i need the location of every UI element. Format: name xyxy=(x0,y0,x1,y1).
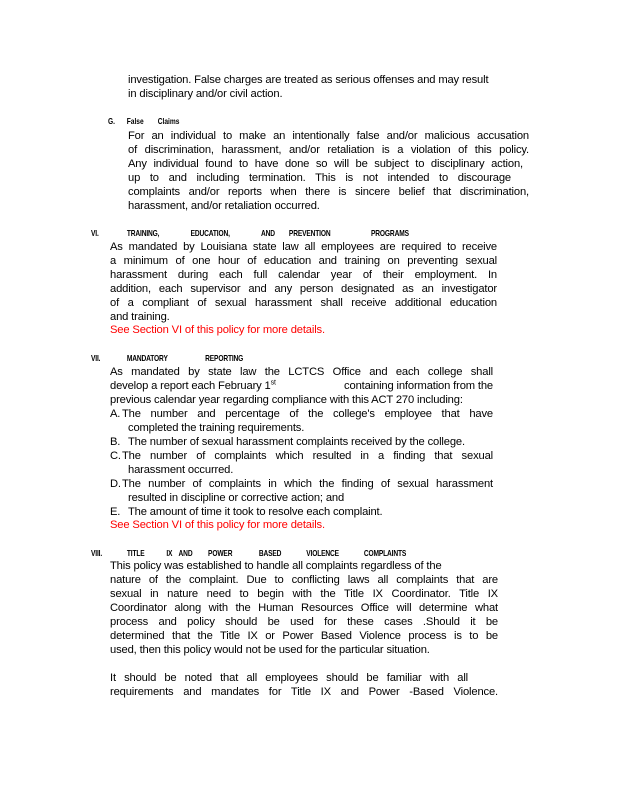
item-c-line: The number of complaints which resulted in a finding that sexual xyxy=(122,450,493,462)
section-g-title-word: Claims xyxy=(157,116,180,126)
item-d-line: The number of complaints in which the finding of sexual harassment xyxy=(122,478,493,490)
section-vi-line: addition, each supervisor and any person designated as an investigator xyxy=(110,283,497,295)
item-c-letter: C. xyxy=(110,450,121,462)
superscript: st xyxy=(270,379,276,387)
section-vi-heading xyxy=(91,227,431,239)
section-vi-numeral: VI. xyxy=(91,228,99,238)
section-vi-line: As mandated by Louisiana state law all employees are required to receive xyxy=(110,241,497,253)
heading-word: IX xyxy=(166,548,173,558)
section-vi-line: and training. xyxy=(110,311,170,323)
section-vii-numeral: VII. xyxy=(91,353,101,363)
heading-word: PREVENTION xyxy=(288,228,331,238)
heading-word: COMPLAINTS xyxy=(363,548,407,558)
section-viii-line: Coordinator along with the Human Resources Office will determine what xyxy=(110,602,498,614)
intro-line-2: in disciplinary and/or civil action. xyxy=(128,88,283,100)
section-viii-line: nature of the complaint. Due to conflicting laws all complaints that are xyxy=(110,574,498,586)
heading-word: VIOLENCE xyxy=(306,548,339,558)
item-d-line: resulted in discipline or corrective action; and xyxy=(128,492,345,504)
section-viii-heading xyxy=(91,547,428,559)
item-e-letter: E. xyxy=(110,506,121,518)
section-vi-line: harassment during each full calendar year of their employment. In xyxy=(110,269,497,281)
heading-word: PROGRAMS xyxy=(371,228,409,238)
section-g-line: Any individual found to have done so will be subject to disciplinary action, xyxy=(128,158,523,170)
section-viii-line: process and policy should be used for these cases .Should it be xyxy=(110,616,498,628)
section-viii-line: This policy was established to handle all complaints regardless of the xyxy=(110,560,442,572)
heading-word: MANDATORY xyxy=(126,353,168,363)
section-vi-line: a minimum of one hour of education and training on preventing sexual xyxy=(110,255,497,267)
item-d-letter: D. xyxy=(110,478,121,490)
item-b-line: The number of sexual harassment complaints received by the college. xyxy=(128,436,465,448)
section-viii-line: determined that the Title IX or Power Based Violence process is to be xyxy=(110,630,498,642)
section-g-heading xyxy=(108,115,194,127)
section-g-line: harassment, and/or retaliation occurred. xyxy=(128,200,320,212)
item-a-line: completed the training requirements. xyxy=(128,422,305,434)
heading-word: TRAINING, xyxy=(126,228,160,238)
heading-word: AND xyxy=(178,548,193,558)
section-g-line: of discrimination, harassment, and/or retaliation is a violation of this policy. xyxy=(128,144,529,156)
heading-word: REPORTING xyxy=(205,353,244,363)
section-vii-line: previous calendar year regarding compliance with this ACT 270 including: xyxy=(110,394,463,406)
section-vi-reference-link[interactable]: See Section VI of this policy for more details. xyxy=(110,324,325,336)
section-g-letter: G. xyxy=(108,116,116,126)
section-g-line: complaints and/or reports when there is sincere belief that discrimination, xyxy=(128,186,529,198)
section-vii-line xyxy=(110,379,493,393)
section-viii-numeral: VIII. xyxy=(91,548,103,558)
item-a-line: The number and percentage of the college's employee that have xyxy=(122,408,493,420)
section-vi-line: of a compliant of sexual harassment shall receive additional education xyxy=(110,297,497,309)
section-vii-line-2-start xyxy=(110,379,276,393)
item-b-letter: B. xyxy=(110,436,121,448)
closing-line: It should be noted that all employees should be familiar with all xyxy=(110,672,468,684)
heading-word: EDUCATION, xyxy=(190,228,230,238)
heading-word: AND xyxy=(260,228,275,238)
section-vii-reference-link[interactable]: See Section VI of this policy for more details. xyxy=(110,519,325,531)
section-vii-line: As mandated by state law the LCTCS Office and each college shall xyxy=(110,366,493,378)
heading-word: BASED xyxy=(258,548,282,558)
closing-line: requirements and mandates for Title IX and Power -Based Violence. xyxy=(110,686,498,698)
item-a-letter: A. xyxy=(110,408,121,420)
item-c-line: harassment occurred. xyxy=(128,464,234,476)
intro-line-1: investigation. False charges are treated as serious offenses and may result xyxy=(128,74,489,86)
heading-word: POWER xyxy=(208,548,233,558)
section-viii-line: used, then this policy would not be used for the particular situation. xyxy=(110,644,430,656)
section-g-title-word: False xyxy=(126,116,144,126)
item-e-line: The amount of time it took to resolve each complaint. xyxy=(128,506,383,518)
section-g-line: up to and including termination. This is not intended to discourage xyxy=(128,172,511,184)
heading-word: TITLE xyxy=(126,548,145,558)
section-g-line: For an individual to make an intentionally false and/or malicious accusation xyxy=(128,130,529,142)
section-vii-heading xyxy=(91,352,265,364)
section-viii-line: sexual in nature need to begin with the Title IX Coordinator. Title IX xyxy=(110,588,498,600)
text: develop a report each February 1 xyxy=(110,380,271,392)
section-vii-line-2-tail: containing information from the xyxy=(344,380,493,392)
